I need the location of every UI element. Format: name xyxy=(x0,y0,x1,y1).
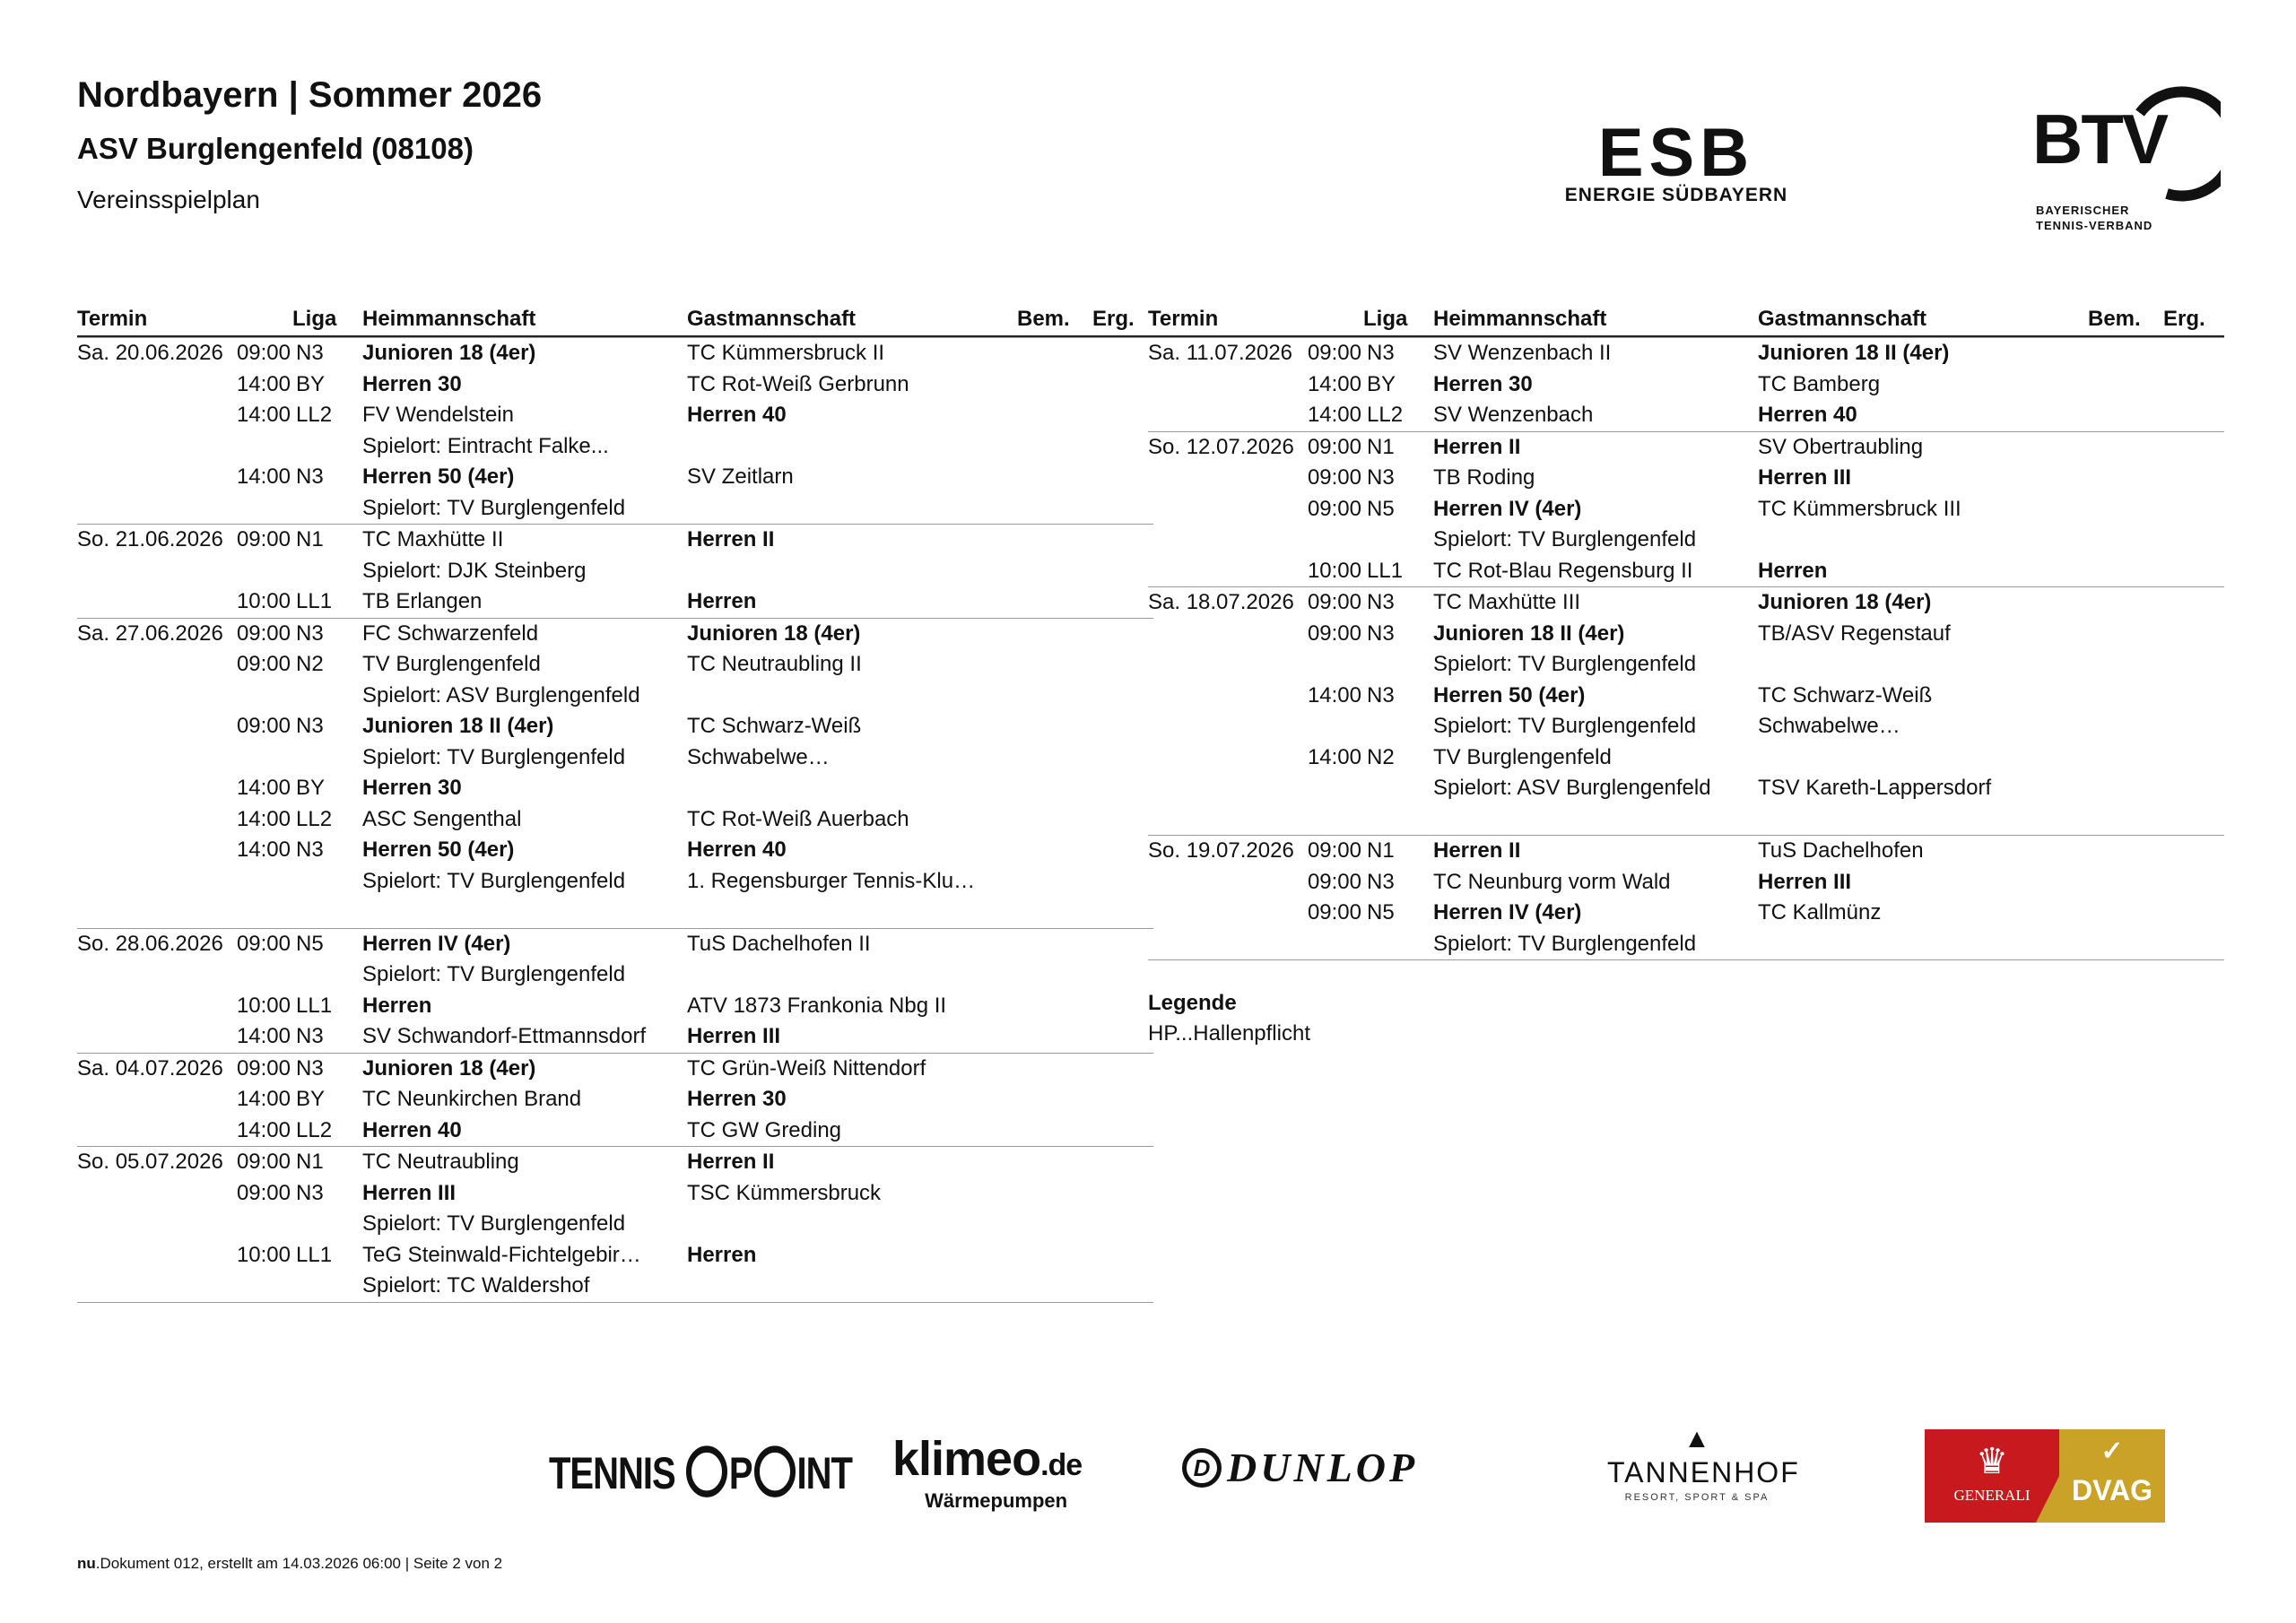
table-row xyxy=(1148,431,2224,464)
cell-liga: N3 xyxy=(296,1024,324,1048)
cell-date: So. 12.07.2026 xyxy=(1148,434,1294,459)
generali-wordmark: GENERALI xyxy=(1953,1487,2031,1504)
table-row xyxy=(77,431,1153,463)
cell-time: 09:00 xyxy=(1307,496,1361,521)
cell-time: 09:00 xyxy=(236,1150,291,1174)
table-row xyxy=(77,462,1153,493)
tennis-ball-icon xyxy=(686,1446,727,1498)
cell-guest-team: TC Kümmersbruck II xyxy=(687,341,885,365)
club-name: ASV Burglengenfeld (08108) xyxy=(77,132,474,165)
table-row xyxy=(77,742,1153,774)
cell-guest-team: Herren xyxy=(1758,558,1828,583)
header-termin: Termin xyxy=(77,307,148,331)
cell-home-team: Herren 30 xyxy=(1433,371,1533,396)
cell-liga: LL1 xyxy=(296,1242,333,1267)
cell-liga: N1 xyxy=(296,1150,324,1174)
cell-time: 14:00 xyxy=(236,403,291,427)
cell-home-team: Spielort: ASV Burglengenfeld xyxy=(1433,776,1711,800)
cell-home-team: TC Neunkirchen Brand xyxy=(362,1087,582,1111)
cell-guest-team: 1. Regensburger Tennis-Klu… xyxy=(687,868,976,893)
esb-subtitle: ENERGIE SÜDBAYERN xyxy=(1564,185,1788,205)
cell-home-team: TeG Steinwald-Fichtelgebir… xyxy=(362,1242,641,1267)
table-row xyxy=(77,1271,1153,1303)
cell-date: So. 28.06.2026 xyxy=(77,931,223,956)
table-body xyxy=(1148,337,2224,960)
cell-date: So. 21.06.2026 xyxy=(77,527,223,551)
cell-home-team: Spielort: ASV Burglengenfeld xyxy=(362,682,640,707)
cell-liga: N2 xyxy=(296,652,324,676)
schedule-table-left xyxy=(77,301,1153,1303)
table-row xyxy=(77,681,1153,712)
spacer-row xyxy=(77,897,1153,928)
btv-subtitle-line1: BAYERISCHER xyxy=(2036,204,2130,217)
cell-home-team: SV Wenzenbach xyxy=(1433,403,1594,427)
cell-liga: LL1 xyxy=(296,993,333,1018)
table-row xyxy=(77,400,1153,431)
tennis-point-text-b: P xyxy=(728,1449,752,1499)
cell-time: 09:00 xyxy=(1307,341,1361,365)
cell-home-team: TC Neunburg vorm Wald xyxy=(1433,869,1671,894)
cell-time: 09:00 xyxy=(1307,621,1361,646)
cell-home-team: Junioren 18 II (4er) xyxy=(1433,621,1625,646)
cell-guest-team: Schwabelwe… xyxy=(1758,714,1900,738)
lion-icon: ♛ xyxy=(1976,1441,2008,1481)
cell-time: 14:00 xyxy=(236,371,291,396)
cell-time: 14:00 xyxy=(236,1024,291,1048)
cell-home-team: Herren 50 (4er) xyxy=(1433,682,1586,707)
cell-home-team: SV Wenzenbach II xyxy=(1433,341,1612,365)
cell-time: 09:00 xyxy=(1307,869,1361,894)
cell-time: 10:00 xyxy=(1307,558,1361,583)
cell-guest-team: TC Kallmünz xyxy=(1758,900,1882,924)
page-subtitle: Vereinsspielplan xyxy=(77,186,260,213)
cell-home-team: Herren IV (4er) xyxy=(362,931,511,956)
klimeo-logo xyxy=(892,1432,1083,1513)
cell-guest-team: TC Neutraubling II xyxy=(687,652,862,676)
legend-title: Legende xyxy=(1148,991,1237,1015)
cell-home-team: TV Burglengenfeld xyxy=(1433,744,1612,769)
cell-guest-team: Herren xyxy=(687,589,757,613)
cell-liga: N3 xyxy=(1367,465,1395,490)
header-gast: Gastmannschaft xyxy=(687,307,857,331)
table-row xyxy=(77,959,1153,991)
cell-time: 09:00 xyxy=(1307,590,1361,614)
footer-nu: nu xyxy=(77,1555,96,1572)
klimeo-wordmark xyxy=(892,1432,1083,1489)
schedule-table-right xyxy=(1148,301,2224,960)
cell-guest-team: ATV 1873 Frankonia Nbg II xyxy=(687,993,947,1018)
btv-wordmark: BTV xyxy=(2032,100,2167,178)
table-row xyxy=(1148,369,2224,401)
tennis-point-text-c: INT xyxy=(796,1449,852,1499)
cell-guest-team: Herren 40 xyxy=(687,403,787,427)
cell-home-team: TC Maxhütte III xyxy=(1433,590,1581,614)
cell-time: 14:00 xyxy=(236,1087,291,1111)
cell-home-team: Herren xyxy=(362,993,432,1018)
page-footer xyxy=(77,1555,502,1573)
cell-time: 09:00 xyxy=(1307,838,1361,863)
cell-date: So. 05.07.2026 xyxy=(77,1150,223,1174)
cell-home-team: Junioren 18 (4er) xyxy=(362,341,536,365)
cell-guest-team: TC Grün-Weiß Nittendorf xyxy=(687,1055,926,1081)
table-row xyxy=(77,649,1153,681)
cell-home-team: Spielort: TV Burglengenfeld xyxy=(1433,652,1697,676)
cell-guest-team: Herren III xyxy=(1758,465,1852,490)
cell-home-team: TC Rot-Blau Regensburg II xyxy=(1433,558,1693,583)
header-bem: Bem. xyxy=(1017,307,1070,331)
page-header xyxy=(77,74,542,215)
cell-home-team: Junioren 18 (4er) xyxy=(362,1055,536,1081)
table-row xyxy=(1148,711,2224,742)
table-row xyxy=(1148,742,2224,774)
tannenhof-logo xyxy=(1607,1424,1800,1503)
cell-liga: N3 xyxy=(1367,590,1395,614)
table-row xyxy=(1148,400,2224,431)
footer-text: .Dokument 012, erstellt am 14.03.2026 06:00 | Seite 2 von 2 xyxy=(95,1555,503,1572)
table-row xyxy=(77,1209,1153,1240)
table-row xyxy=(77,1178,1153,1210)
cell-guest-team: TB/ASV Regenstauf xyxy=(1758,621,1951,646)
table-row xyxy=(77,524,1153,556)
table-row xyxy=(77,337,1153,369)
cell-liga: N3 xyxy=(296,621,324,646)
table-row xyxy=(77,556,1153,587)
cell-home-team: FV Wendelstein xyxy=(362,403,514,427)
cell-home-team: ASC Sengenthal xyxy=(362,806,522,831)
table-row xyxy=(77,1115,1153,1147)
cell-guest-team: TC GW Greding xyxy=(687,1117,842,1142)
cell-time: 09:00 xyxy=(1307,900,1361,924)
cell-home-team: SV Schwandorf-Ettmannsdorf xyxy=(362,1024,647,1048)
cell-guest-team: TC Schwarz-Weiß xyxy=(1758,682,1933,707)
cell-home-team: Spielort: TV Burglengenfeld xyxy=(1433,527,1697,551)
cell-liga: LL2 xyxy=(296,1117,333,1142)
cell-liga: N5 xyxy=(296,931,324,956)
header-erg: Erg. xyxy=(1092,307,1135,331)
table-row xyxy=(77,866,1153,898)
cell-liga: BY xyxy=(296,1087,326,1111)
cell-time: 09:00 xyxy=(236,621,291,646)
cell-time: 09:00 xyxy=(236,714,291,738)
cell-guest-team: Junioren 18 (4er) xyxy=(1758,590,1932,614)
cell-guest-team: TC Rot-Weiß Auerbach xyxy=(687,806,909,831)
cell-liga: N5 xyxy=(1367,900,1395,924)
cell-time: 14:00 xyxy=(236,838,291,862)
cell-home-team: Spielort: TV Burglengenfeld xyxy=(1433,931,1697,956)
btv-subtitle-line2: TENNIS-VERBAND xyxy=(2036,219,2153,232)
cell-guest-team: Herren 40 xyxy=(1758,403,1857,427)
btv-subtitle xyxy=(2036,203,2152,233)
table-body xyxy=(77,337,1153,1303)
header-heim: Heimmannschaft xyxy=(362,307,536,331)
table-row xyxy=(77,773,1153,804)
cell-guest-team: Junioren 18 II (4er) xyxy=(1758,341,1950,365)
generali-dvag-logo xyxy=(1925,1429,2165,1523)
cell-guest-team: TC Bamberg xyxy=(1758,371,1881,396)
dvag-panel xyxy=(2059,1429,2165,1523)
table-row xyxy=(77,1146,1153,1178)
tennis-ball-icon xyxy=(754,1446,796,1498)
header-heim: Heimmannschaft xyxy=(1433,307,1607,331)
cell-home-team: Herren III xyxy=(362,1180,457,1205)
cell-guest-team: Herren II xyxy=(687,1150,775,1174)
table-row xyxy=(1148,867,2224,898)
table-row xyxy=(77,1053,1153,1085)
cell-date: Sa. 27.06.2026 xyxy=(77,621,223,646)
cell-date: Sa. 18.07.2026 xyxy=(1148,590,1294,614)
cell-liga: N2 xyxy=(1367,744,1395,769)
cell-time: 09:00 xyxy=(236,1055,291,1081)
table-row xyxy=(1148,649,2224,681)
cell-home-team: TC Neutraubling xyxy=(362,1150,519,1174)
klimeo-subtitle: Wärmepumpen xyxy=(925,1489,1068,1512)
esb-logo xyxy=(1564,124,1788,206)
cell-time: 09:00 xyxy=(1307,434,1361,459)
cell-guest-team: TuS Dachelhofen xyxy=(1758,838,1924,863)
cell-liga: LL2 xyxy=(296,806,333,831)
cell-guest-team: SV Zeitlarn xyxy=(687,464,794,489)
table-row xyxy=(1148,929,2224,961)
cell-liga: N1 xyxy=(1367,838,1395,863)
cell-home-team: Herren 50 (4er) xyxy=(362,464,515,489)
cell-liga: BY xyxy=(296,371,326,396)
table-row xyxy=(77,1021,1153,1053)
klimeo-name: klimeo xyxy=(892,1432,1041,1486)
pinecone-icon: ▲ xyxy=(1683,1424,1710,1454)
cell-time: 10:00 xyxy=(236,589,291,613)
dunlop-d-icon: D xyxy=(1182,1448,1222,1488)
table-row xyxy=(77,1084,1153,1115)
cell-time: 09:00 xyxy=(236,931,291,956)
table-row xyxy=(77,369,1153,401)
cell-liga: N3 xyxy=(1367,621,1395,646)
cell-time: 14:00 xyxy=(236,806,291,831)
cell-guest-team: SV Obertraubling xyxy=(1758,434,1924,459)
cell-home-team: TB Roding xyxy=(1433,465,1535,490)
page-title: Nordbayern | Sommer 2026 xyxy=(77,75,543,115)
table-row xyxy=(1148,898,2224,929)
tannenhof-wordmark: TANNENHOF xyxy=(1607,1456,1800,1488)
cell-home-team: Spielort: TV Burglengenfeld xyxy=(362,495,626,520)
table-row xyxy=(77,586,1153,618)
tennis-point-text-a: TENNIS xyxy=(549,1449,675,1499)
svg-text:ESB: ESB xyxy=(1597,124,1755,179)
cell-home-team: Spielort: TV Burglengenfeld xyxy=(362,868,626,893)
esb-wordmark-icon xyxy=(1564,124,1788,179)
cell-liga: BY xyxy=(1367,371,1396,396)
table-row xyxy=(1148,835,2224,867)
cell-liga: N1 xyxy=(1367,434,1395,459)
header-bem: Bem. xyxy=(2088,307,2141,331)
cell-guest-team: Herren III xyxy=(1758,869,1852,894)
cell-guest-team: TC Rot-Weiß Gerbrunn xyxy=(687,371,909,396)
dunlop-logo xyxy=(1182,1444,1418,1491)
dunlop-wordmark: DUNLOP xyxy=(1227,1445,1419,1490)
header-liga: Liga xyxy=(292,307,337,331)
cell-liga: N3 xyxy=(296,464,324,489)
table-row xyxy=(77,493,1153,525)
table-row xyxy=(1148,586,2224,619)
cell-liga: N3 xyxy=(1367,682,1395,707)
table-row xyxy=(1148,773,2224,804)
cell-time: 14:00 xyxy=(236,464,291,489)
cell-home-team: TV Burglengenfeld xyxy=(362,652,541,676)
cell-time: 09:00 xyxy=(236,652,291,676)
table-row xyxy=(77,1240,1153,1271)
cell-guest-team: Junioren 18 (4er) xyxy=(687,621,861,646)
cell-guest-team: TC Kümmersbruck III xyxy=(1758,496,1961,521)
cell-liga: LL2 xyxy=(296,403,333,427)
cell-time: 14:00 xyxy=(1307,371,1361,396)
table-row xyxy=(77,835,1153,866)
cell-time: 14:00 xyxy=(236,776,291,800)
table-row xyxy=(1148,556,2224,587)
cell-time: 09:00 xyxy=(236,1180,291,1205)
table-row xyxy=(77,618,1153,650)
cell-guest-team: TSV Kareth-Lappersdorf xyxy=(1758,776,1992,800)
cell-home-team: Spielort: DJK Steinberg xyxy=(362,558,587,583)
legend xyxy=(1148,988,1310,1049)
cell-home-team: TC Maxhütte II xyxy=(362,527,504,551)
cell-guest-team: Schwabelwe… xyxy=(687,744,830,769)
cell-guest-team: TC Schwarz-Weiß xyxy=(687,714,862,738)
cell-time: 09:00 xyxy=(236,341,291,365)
table-row xyxy=(1148,619,2224,650)
cell-home-team: Herren 50 (4er) xyxy=(362,838,515,862)
table-row xyxy=(77,991,1153,1022)
cell-liga: N3 xyxy=(296,714,324,738)
cell-time: 14:00 xyxy=(1307,403,1361,427)
cell-date: Sa. 20.06.2026 xyxy=(77,341,223,365)
cell-liga: LL2 xyxy=(1367,403,1404,427)
cell-time: 09:00 xyxy=(1307,465,1361,490)
cell-liga: N3 xyxy=(1367,341,1395,365)
cell-liga: N3 xyxy=(296,341,324,365)
cell-home-team: Herren 40 xyxy=(362,1117,462,1142)
header-erg: Erg. xyxy=(2163,307,2205,331)
table-row xyxy=(1148,337,2224,369)
cell-liga: N3 xyxy=(296,1055,324,1081)
spacer-row xyxy=(1148,804,2224,836)
table-row xyxy=(1148,525,2224,556)
btv-logo xyxy=(2032,86,2221,239)
cell-liga: N3 xyxy=(296,1180,324,1205)
table-header xyxy=(1148,301,2224,337)
cell-home-team: Spielort: TV Burglengenfeld xyxy=(1433,714,1697,738)
cell-time: 10:00 xyxy=(236,993,291,1018)
table-header xyxy=(77,301,1153,337)
header-termin: Termin xyxy=(1148,307,1219,331)
cell-liga: N5 xyxy=(1367,496,1395,521)
cell-home-team: Spielort: TC Waldershof xyxy=(362,1273,590,1298)
cell-time: 14:00 xyxy=(1307,744,1361,769)
header-gast: Gastmannschaft xyxy=(1758,307,1927,331)
cell-guest-team: Herren 40 xyxy=(687,838,787,862)
table-row xyxy=(1148,681,2224,712)
cell-guest-team: Herren 30 xyxy=(687,1087,787,1111)
cell-liga: N1 xyxy=(296,527,324,551)
dvag-v-icon: ✓ xyxy=(2100,1436,2124,1466)
cell-home-team: Spielort: TV Burglengenfeld xyxy=(362,962,626,986)
sponsor-bar xyxy=(0,1426,2296,1524)
cell-home-team: Herren II xyxy=(1433,838,1521,863)
tennis-point-logo xyxy=(549,1449,852,1502)
cell-time: 14:00 xyxy=(1307,682,1361,707)
legend-item: HP...Hallenpflicht xyxy=(1148,1021,1310,1046)
table-row xyxy=(77,928,1153,960)
cell-home-team: Herren IV (4er) xyxy=(1433,496,1582,521)
cell-home-team: Spielort: TV Burglengenfeld xyxy=(362,1211,626,1236)
cell-home-team: Herren II xyxy=(1433,434,1521,459)
cell-time: 10:00 xyxy=(236,1242,291,1267)
table-row xyxy=(1148,463,2224,494)
cell-liga: BY xyxy=(296,776,326,800)
table-row xyxy=(77,711,1153,742)
tannenhof-subtitle: RESORT, SPORT & SPA xyxy=(1624,1492,1770,1503)
cell-time: 14:00 xyxy=(236,1117,291,1142)
cell-guest-team: Herren III xyxy=(687,1024,781,1048)
table-row xyxy=(1148,494,2224,525)
cell-guest-team: TuS Dachelhofen II xyxy=(687,931,871,956)
cell-home-team: Spielort: TV Burglengenfeld xyxy=(362,744,626,769)
table-row xyxy=(77,804,1153,836)
cell-home-team: Spielort: Eintracht Falke... xyxy=(362,433,609,458)
cell-date: Sa. 11.07.2026 xyxy=(1148,341,1293,365)
cell-home-team: Herren 30 xyxy=(362,776,462,800)
cell-home-team: TB Erlangen xyxy=(362,589,483,613)
klimeo-tld: .de xyxy=(1040,1448,1083,1482)
cell-home-team: Junioren 18 II (4er) xyxy=(362,714,554,738)
cell-liga: LL1 xyxy=(296,589,333,613)
cell-date: Sa. 04.07.2026 xyxy=(77,1055,223,1081)
cell-guest-team: Herren xyxy=(687,1242,757,1267)
cell-home-team: FC Schwarzenfeld xyxy=(362,621,539,646)
cell-home-team: Herren IV (4er) xyxy=(1433,900,1582,924)
cell-guest-team: Herren II xyxy=(687,527,775,551)
cell-time: 09:00 xyxy=(236,527,291,551)
cell-guest-team: TSC Kümmersbruck xyxy=(687,1180,882,1205)
cell-liga: N3 xyxy=(296,838,324,862)
dvag-wordmark: DVAG xyxy=(2071,1474,2153,1506)
cell-date: So. 19.07.2026 xyxy=(1148,838,1294,863)
cell-liga: LL1 xyxy=(1367,558,1404,583)
header-liga: Liga xyxy=(1363,307,1408,331)
cell-liga: N3 xyxy=(1367,869,1395,894)
cell-home-team: Herren 30 xyxy=(362,371,462,396)
